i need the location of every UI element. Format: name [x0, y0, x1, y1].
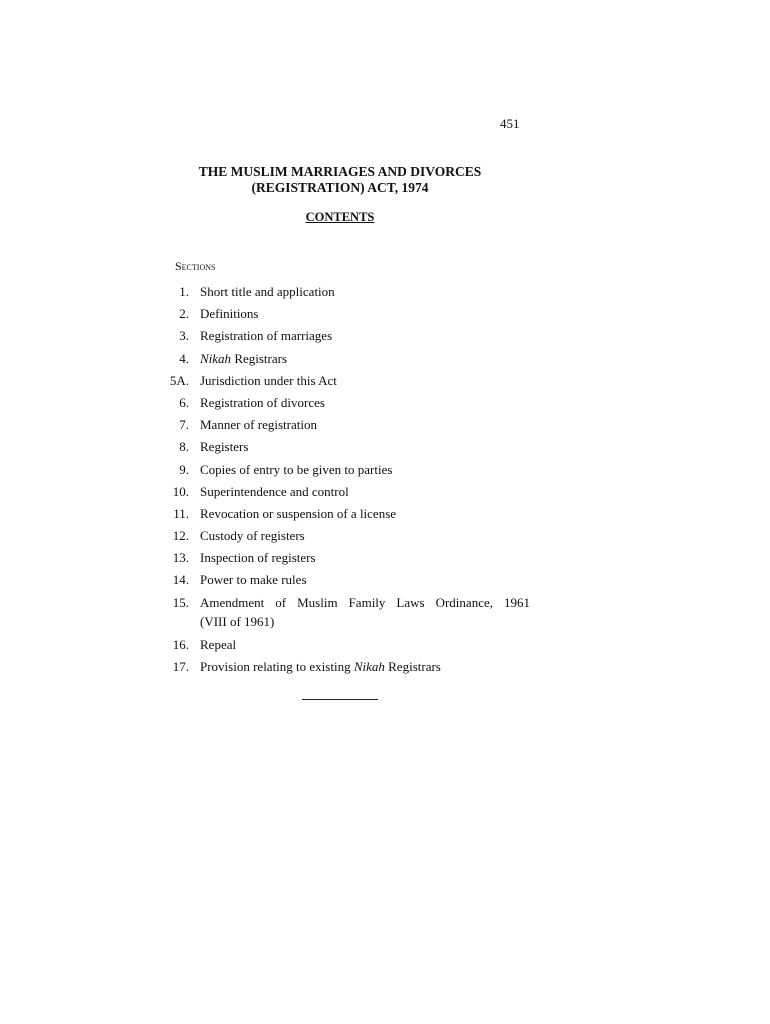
section-item — [150, 393, 530, 415]
section-number: 1. — [179, 284, 189, 299]
section-number: 4. — [179, 350, 189, 366]
section-title: Custody of registers — [200, 528, 305, 544]
section-title: Inspection of registers — [200, 550, 316, 566]
section-item — [150, 548, 530, 570]
section-title: Power to make rules — [200, 572, 307, 588]
section-item — [150, 437, 530, 459]
page-number: 451 — [500, 116, 520, 131]
act-title — [140, 164, 540, 196]
act-title-line2: (REGISTRATION) ACT, 1974 — [251, 180, 429, 195]
section-title: Registers — [200, 439, 249, 455]
section-title — [200, 657, 530, 676]
section-number: 8. — [179, 439, 189, 455]
section-number: 9. — [179, 461, 189, 477]
section-item — [150, 304, 530, 326]
section-number: 7. — [179, 417, 189, 433]
section-number: 2. — [179, 306, 189, 322]
section-item — [150, 371, 530, 393]
section-title-italic: Nikah — [353, 658, 385, 674]
section-title-rest: Registrars — [231, 350, 288, 366]
section-title: Short title and application — [200, 284, 335, 299]
section-item — [150, 657, 530, 679]
sections-label: Sections — [175, 259, 216, 273]
section-number: 16. — [172, 636, 189, 652]
end-divider — [302, 699, 378, 700]
section-item — [150, 415, 530, 437]
section-number: 15. — [172, 594, 189, 610]
section-title-line2: (VIII of 1961) — [200, 613, 275, 629]
section-item — [150, 526, 530, 548]
section-item — [150, 326, 530, 348]
section-item — [150, 504, 530, 526]
section-number: 6. — [179, 394, 189, 410]
section-number: 3. — [179, 328, 189, 344]
section-title: Repeal — [200, 636, 237, 652]
section-number: 13. — [172, 550, 189, 566]
section-item — [150, 282, 530, 304]
section-title: Definitions — [200, 306, 259, 322]
sections-list — [150, 282, 530, 679]
section-title: Registration of divorces — [200, 394, 325, 410]
contents-heading: CONTENTS — [305, 210, 375, 224]
section-title: Revocation or suspension of a license — [200, 505, 397, 521]
section-title: Registration of marriages — [200, 328, 333, 344]
section-title — [200, 349, 530, 368]
section-item — [150, 593, 530, 635]
section-title-rest: Provision relating to existing — [200, 658, 354, 674]
section-number: 5A. — [169, 372, 189, 388]
section-number: 10. — [172, 483, 189, 499]
section-title: Copies of entry to be given to parties — [200, 461, 393, 477]
section-title — [200, 593, 530, 631]
section-title: Superintendence and control — [200, 483, 349, 499]
section-title: Jurisdiction under this Act — [200, 372, 337, 388]
act-title-line1: THE MUSLIM MARRIAGES AND DIVORCES — [198, 164, 482, 179]
section-item — [150, 349, 530, 371]
section-item — [150, 635, 530, 657]
section-number: 11. — [173, 505, 189, 521]
section-item — [150, 460, 530, 482]
section-title-italic: Nikah — [200, 350, 232, 366]
section-number: 17. — [172, 658, 189, 674]
section-number: 14. — [172, 572, 189, 588]
section-title-tail: Registrars — [384, 658, 441, 674]
section-item — [150, 570, 530, 592]
section-number: 12. — [172, 528, 189, 544]
section-item — [150, 482, 530, 504]
section-title-line1: Amendment of Muslim Family Laws Ordinance, 1961 — [200, 594, 530, 610]
section-title: Manner of registration — [200, 417, 317, 433]
